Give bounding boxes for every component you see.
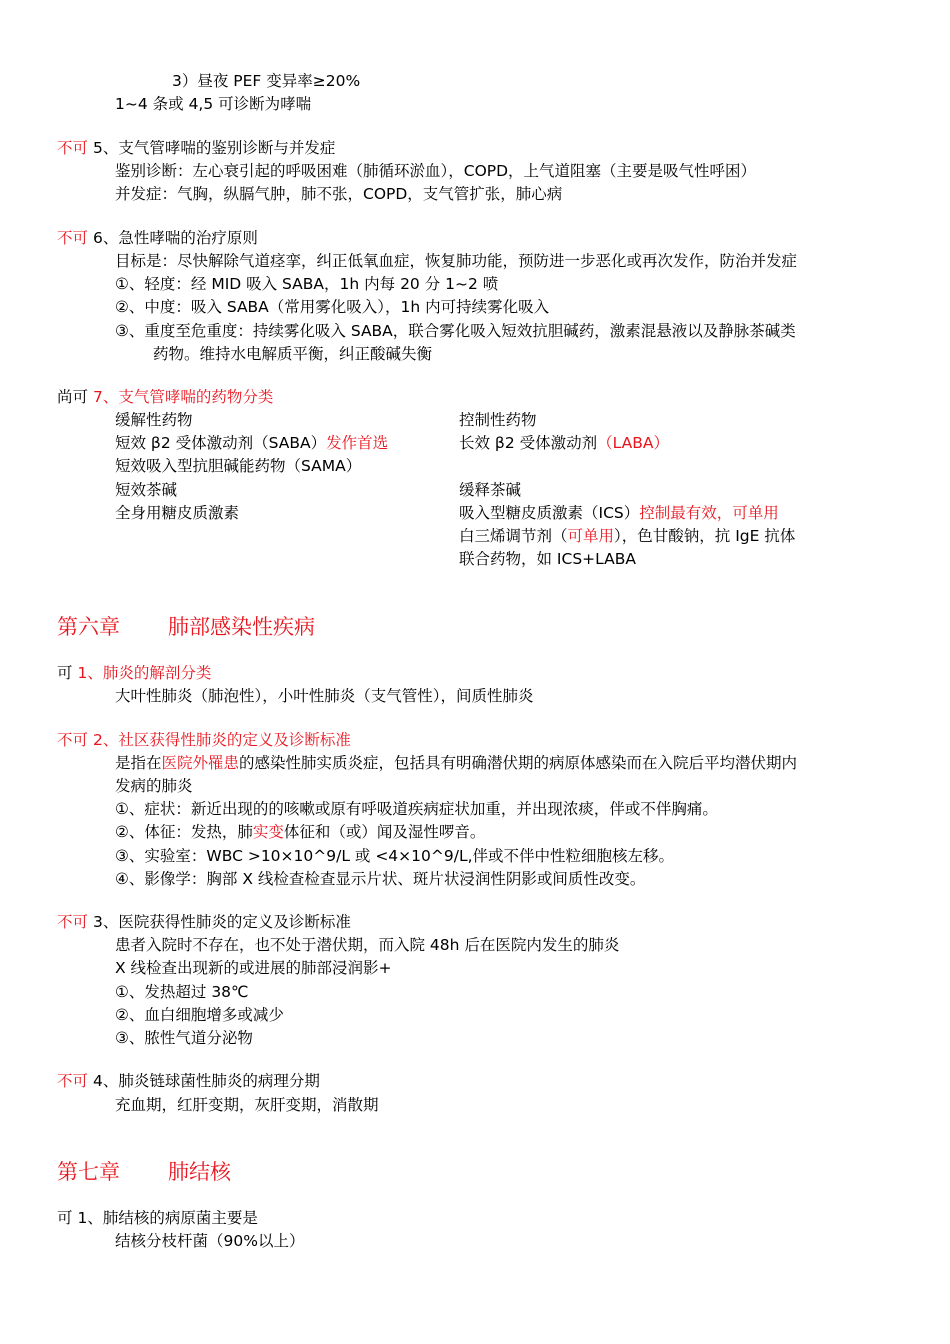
chapter-heading-6 [57,613,315,641]
heading-text: 5、支气管哮喘的鉴别诊断与并发症 [92,139,336,157]
question-heading-4 [57,1070,320,1092]
text-part: 体征和（或）闻及湿性啰音。 [283,823,486,841]
question-heading-2 [57,729,351,751]
controller-laba [459,432,669,454]
hap-secretions: ③、脓性气道分泌物 [115,1029,253,1047]
treatment-moderate: ②、中度：吸入 SABA（常用雾化吸入），1h 内可持续雾化吸入 [115,298,550,316]
text-part: ②、体征：发热，肺 [115,823,253,841]
hap-fever: ①、发热超过 38℃ [115,983,249,1001]
cap-signs [115,821,485,843]
diagnosis-rule: 1~4 条或 4,5 可诊断为哮喘 [115,95,312,113]
highlight-note: 医院外罹患 [161,754,240,772]
question-heading-3 [57,911,351,933]
highlight-note: 控制最有效，可单用 [639,504,779,522]
hap-definition: 患者入院时不存在，也不处于潜伏期，而入院 48h 后在医院内发生的肺炎 [115,936,620,954]
pneumonia-anatomic-classes: 大叶性肺炎（肺泡性），小叶性肺炎（支气管性），间质性肺炎 [115,687,534,705]
section-heading-6 [57,227,258,249]
differential-diagnosis: 鉴别诊断：左心衰引起的呼吸困难（肺循环淤血），COPD，上气道阻塞（主要是吸气性呼困） [115,162,757,180]
difficulty-tag: 不可 [57,913,89,931]
treatment-severe: ③、重度至危重度：持续雾化吸入 SABA，联合雾化吸入短效抗胆碱药，激素混悬液以及静脉茶碱类 [115,322,796,340]
controller-theophylline: 缓释茶碱 [459,481,522,499]
reliever-header: 缓解性药物 [115,411,193,429]
treatment-severe-cont: 药物。维持水电解质平衡，纠正酸碱失衡 [153,345,433,363]
controller-ics [459,502,779,524]
cap-definition-cont: 发病的肺炎 [115,777,193,795]
drug-name: 白三烯调节剂（ [459,527,568,545]
difficulty-tag: 尚可 [57,388,89,406]
heading-text: 1、肺结核的病原菌主要是 [77,1209,258,1227]
reliever-saba [115,432,388,454]
criteria-item-3: 3）昼夜 PEF 变异率≥20% [172,72,361,90]
highlight-note: （LABA） [597,434,669,452]
chapter-title: 肺部感染性疾病 [168,615,315,639]
reliever-systemic-steroid: 全身用糖皮质激素 [115,504,240,522]
heading-text: 2、社区获得性肺炎的定义及诊断标准 [92,731,351,749]
reliever-theophylline: 短效茶碱 [115,481,178,499]
heading-text: 3、医院获得性肺炎的定义及诊断标准 [92,913,351,931]
pneumococcal-stages: 充血期，红肝变期，灰肝变期，消散期 [115,1096,379,1114]
highlight-note: 实变 [252,823,284,841]
chapter-heading-7 [57,1158,231,1186]
tb-pathogen: 结核分枝杆菌（90%以上） [115,1232,305,1250]
drug-name-cont: ），色甘酸钠，抗 IgE 抗体 [614,527,796,545]
heading-text: 1、肺炎的解剖分类 [77,664,212,682]
chapter-title: 肺结核 [168,1160,231,1184]
difficulty-tag: 不可 [57,731,89,749]
complications: 并发症：气胸，纵膈气肿，肺不张，COPD，支气管扩张，肺心病 [115,185,563,203]
difficulty-tag: 不可 [57,139,89,157]
reliever-sama: 短效吸入型抗胆碱能药物（SAMA） [115,457,362,475]
treatment-mild: ①、轻度：经 MID 吸入 SABA，1h 内每 20 分 1~2 喷 [115,275,499,293]
hap-xray: X 线检查出现新的或进展的肺部浸润影+ [115,959,392,977]
question-heading-1 [57,662,211,684]
difficulty-tag: 不可 [57,229,89,247]
heading-text: 4、肺炎链球菌性肺炎的病理分期 [92,1072,320,1090]
controller-header: 控制性药物 [459,411,537,429]
controller-combination: 联合药物，如 ICS+LABA [459,550,636,568]
controller-leukotriene [459,525,795,547]
chapter-number: 第六章 [57,615,120,639]
chapter-number: 第七章 [57,1160,120,1184]
hap-wbc: ②、血白细胞增多或减少 [115,1006,284,1024]
difficulty-tag: 可 [57,1209,73,1227]
treatment-goal: 目标是：尽快解除气道痉挛，纠正低氧血症，恢复肺功能，预防进一步恶化或再次发作，防治并发症 [115,252,798,270]
text-part: 的感染性肺实质炎症，包括具有明确潜伏期的病原体感染而在入院后平均潜伏期内 [239,754,798,772]
section-heading-7 [57,386,273,408]
drug-name: 长效 β2 受体激动剂 [459,434,598,452]
cap-lab: ③、实验室：WBC >10×10^9/L 或 <4×10^9/L,伴或不伴中性粒细胞核左移。 [115,847,675,865]
difficulty-tag: 可 [57,664,73,682]
highlight-note: 可单用 [567,527,615,545]
cap-symptoms: ①、症状：新近出现的的咳嗽或原有呼吸道疾病症状加重，并出现浓痰，伴或不伴胸痛。 [115,800,718,818]
drug-name: 短效 β2 受体激动剂（SABA） [115,434,327,452]
text-part: 是指在 [115,754,162,772]
highlight-note: 发作首选 [326,434,389,452]
heading-text: 7、支气管哮喘的药物分类 [92,388,274,406]
difficulty-tag: 不可 [57,1072,89,1090]
heading-text: 6、急性哮喘的治疗原则 [92,229,258,247]
section-heading-5 [57,137,335,159]
cap-definition [115,752,797,774]
cap-imaging: ④、影像学：胸部 X 线检查检查显示片状、斑片状浸润性阴影或间质性改变。 [115,870,646,888]
drug-name: 吸入型糖皮质激素（ICS） [459,504,640,522]
question-heading-tb-1 [57,1207,258,1229]
